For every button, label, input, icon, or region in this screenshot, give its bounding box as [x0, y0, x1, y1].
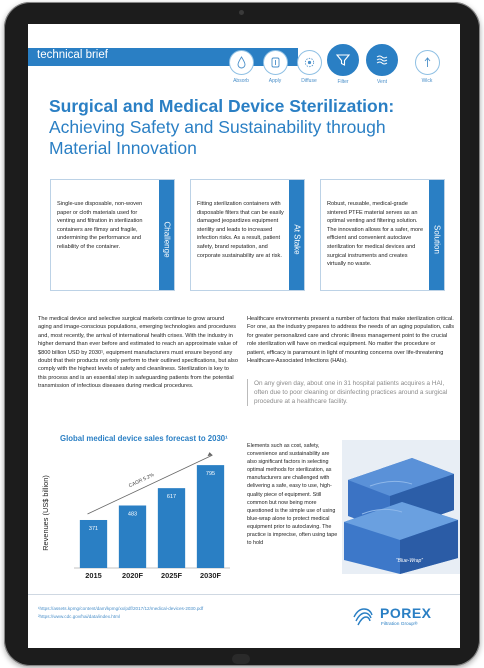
- factors-paragraph: Elements such as cost, safety, convenience and sustainability are also significant factors in selecting optimal methods for sterilization, as manufacturers are challenged with delivering a safe, easy to use, high-quality piece of equipment. Still common but now being more questioned is the simple use of using blue-wrap alone to protect medical equipment prior to autoclaving. The practice is imprecise, often using tape to hold: [247, 443, 338, 547]
- logo-subtitle: Filtration Group®: [381, 622, 418, 627]
- tablet-frame: [4, 2, 480, 666]
- bar-2030F: [197, 465, 224, 568]
- category-label: Vent: [376, 79, 387, 85]
- page-subtitle-line2: Material Innovation: [49, 138, 197, 158]
- category-label: Diffuse: [301, 78, 317, 84]
- blue-wrap-photo: [342, 440, 460, 574]
- challenge-tab-label: Challenge: [162, 221, 172, 258]
- bar-value-label: 483: [127, 511, 138, 518]
- healthcare-paragraph: Healthcare environments present a number of factors that make sterilization critical. For one, as the industry prepares to address the needs of an aging population, calls for greater personalized care and chronic illness management point to the crucial role sterilization will have on medical equipment. No matter the procedure or patient, efficacy is paramount in light of mounting concerns over life-threatening Healthcare-Associated Infections (HAIs).: [247, 316, 455, 365]
- category-vent: [365, 44, 399, 85]
- filter-icon: [327, 44, 359, 76]
- category-label: Apply: [268, 78, 282, 84]
- at-stake-tab-label: At Stake: [292, 224, 302, 255]
- category-label: Wick: [421, 78, 433, 84]
- apply-icon: [263, 50, 288, 75]
- category-label: Filter: [337, 79, 349, 85]
- challenge-tab: [159, 180, 174, 290]
- page-title: Surgical and Medical Device Sterilization:: [49, 96, 395, 116]
- category-apply: [258, 50, 292, 84]
- footnote-1[interactable]: ¹https://assets.kpmg/content/dam/kpmg/xx/pdf/2017/12/medical-devices-2030.pdf: [38, 606, 204, 611]
- absorb-icon: [229, 50, 254, 75]
- category-label: Absorb: [233, 78, 249, 84]
- challenge-text: Single-use disposable, non-woven paper or cloth materials used for venting and filtration in sterilization containers are flimsy and fragile, undermining the performance and reliability of the container.: [57, 201, 143, 250]
- at-stake-tab: [289, 180, 304, 290]
- brief-label: technical brief: [37, 49, 108, 61]
- category-wick: [410, 50, 444, 84]
- x-tick-label: 2020F: [122, 571, 143, 580]
- solution-tab-label: Solution: [432, 225, 442, 254]
- bar-value-label: 795: [205, 471, 216, 478]
- sales-forecast-chart: [38, 442, 238, 592]
- photo-caption: “Blue-Wrap”: [396, 558, 423, 564]
- document-page: [28, 24, 460, 648]
- cagr-annotation: CAGR 5.2%: [127, 472, 156, 490]
- camera-dot: [239, 10, 244, 15]
- x-tick-label: 2030F: [200, 571, 221, 580]
- blue-wrap-illustration: [342, 440, 460, 574]
- bar-value-label: 617: [166, 494, 177, 501]
- x-tick-label: 2015: [85, 571, 102, 580]
- category-absorb: [224, 50, 258, 84]
- at-stake-box: [190, 179, 305, 291]
- footer-divider: [28, 594, 460, 595]
- porex-logo-mark: [350, 603, 378, 631]
- cagr-arrow-line: [88, 455, 216, 514]
- x-tick-label: 2025F: [161, 571, 182, 580]
- challenge-box: [50, 179, 175, 291]
- chart-title: Global medical device sales forecast to 2030¹: [60, 434, 228, 443]
- at-stake-text: Fitting sterilization containers with disposable filters that can be easily damaged jeopardizes equipment sterility and leads to increased infection risks. As a result, patient safety, brand reputation, and corporate sustainability are at risk.: [197, 201, 284, 259]
- intro-paragraph: The medical device and selective surgical markets continue to grow around aging and image-conscious populations, emerging technologies and procedures and, most recently, the arrival of international health crises. With the industry in higher demand than ever before and estimated to reach an approximate value of $800 billion USD by 2030¹, equipment manufacturers must ensure beyond any doubt that their products not only perform to their outlined specifications, but also comply with the highest levels of safety and cleanliness. Sterilization is key to this process and is an essential step in safeguarding patients from the potential transmission of infectious diseases during medical procedures.: [38, 316, 238, 390]
- pull-quote: On any given day, about one in 31 hospital patients acquires a HAI, often due to poor cleaning or disinfecting practices around a surgical procedure at a healthcare facility.: [247, 379, 451, 406]
- category-icon-row: [224, 38, 460, 98]
- page-subtitle-line1: Achieving Safety and Sustainability through: [49, 117, 386, 137]
- vent-icon: [366, 44, 398, 76]
- porex-logo: [350, 601, 450, 637]
- solution-text: Robust, reusable, medical-grade sintered PTFE material serves as an optimal venting and filtering solution. The innovation allows for a safer, more efficient and convenient autoclave sterilization for medical devices and surgical instruments and creates virtually no waste.: [327, 201, 424, 268]
- footnote-2[interactable]: ²https://www.cdc.gov/hai/data/index.html: [38, 614, 120, 619]
- y-axis-label: Revenues (US$ billion): [41, 475, 50, 551]
- category-diffuse: [292, 50, 326, 84]
- home-button[interactable]: [232, 654, 250, 664]
- bar-value-label: 371: [88, 525, 99, 532]
- category-filter: [326, 44, 360, 85]
- solution-box: [320, 179, 445, 291]
- diffuse-icon: [297, 50, 322, 75]
- solution-tab: [429, 180, 444, 290]
- wick-icon: [415, 50, 440, 75]
- logo-wordmark: POREX: [380, 605, 432, 621]
